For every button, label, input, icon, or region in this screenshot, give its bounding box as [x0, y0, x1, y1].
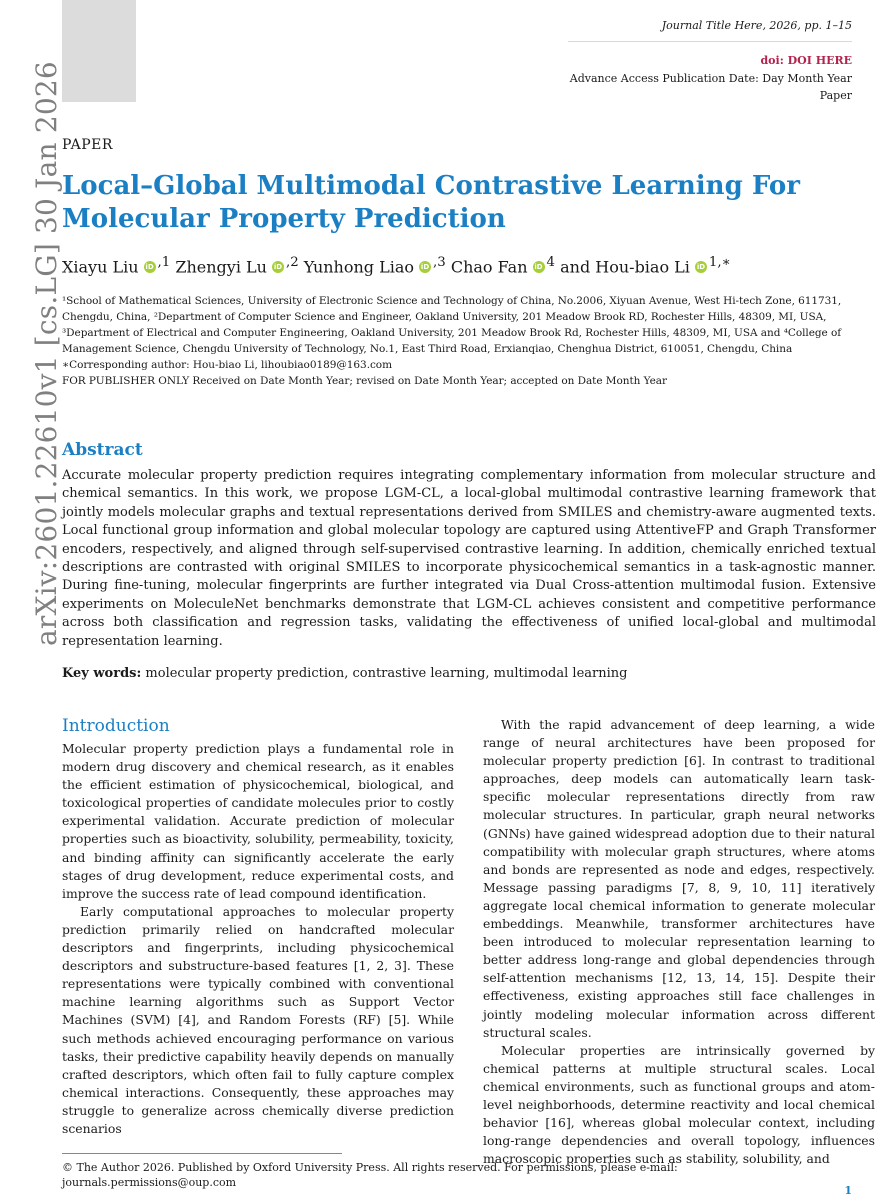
author-affil-sup: 1,∗	[708, 255, 731, 270]
corresponding-author: ∗Corresponding author: Hou-biao Li, lihoubiao0189@163.com	[62, 359, 392, 371]
year-pages: , 2026, pp. 1–15	[762, 19, 852, 32]
abstract-heading: Abstract	[62, 440, 143, 460]
author-name: Chao Fan	[450, 257, 528, 277]
author-affil-sup: ,3	[433, 255, 446, 270]
body-paragraph: Molecular property prediction plays a fundamental role in modern drug discovery and chemical research, as it enables the efficient estimation of physicochemical, biological, and toxicological properties of candidate molecules prior to costly experimental validation. Accurate prediction of molecular properties such as bioactivity, solubility, permeability, toxicity, and binding affinity can significantly accelerate the early stages of drug development, reduce experimental costs, and improve the success rate of lead compound identification.	[62, 741, 454, 901]
author-name: Yunhong Liao	[303, 257, 415, 277]
abstract-text: Accurate molecular property prediction requires integrating complementary information from molecular structure and chemical semantics. In this work, we propose LGM-CL, a local-global multimodal contrastive learning framework that jointly models molecular graphs and textual representations derived from SMILES and chemistry-aware augmented texts. Local functional group information and global molecular topology are captured using AttentiveFP and Graph Transformer encoders, respectively, and aligned through self-supervised contrastive learning. In addition, chemically enriched textual descriptions are contrasted with original SMILES to incorporate physicochemical semantics in a task-agnostic manner. During fine-tuning, molecular fingerprints are further integrated via Dual Cross-attention multimodal fusion. Extensive experiments on MoleculeNet benchmarks demonstrate that LGM-CL achieves consistent and competitive performance across both classification and regression tasks, validating the effectiveness of unified local-global and multimodal representation learning.	[62, 468, 876, 649]
paper-label: PAPER	[62, 137, 113, 153]
body-paragraph: Early computational approaches to molecular property prediction primarily relied on handcrafted molecular descriptors and fingerprints, including physicochemical descriptors and substructure-based features [1, 2, 3]. These representations were typically combined with conventional machine learning algorithms such as Support Vector Machines (SVM) [4], and Random Forests (RF) [5]. While such methods achieved encouraging performance on various tasks, their predictive capability heavily depends on manually crafted descriptors, which often fail to fully capture complex chemical interactions. Consequently, these approaches may struggle to generalize across chemically diverse prediction scenarios	[62, 903, 454, 1136]
doi-link[interactable]: DOI HERE	[787, 54, 852, 67]
column-left	[62, 716, 454, 1138]
author-affil-sup: ,2	[285, 255, 299, 270]
orcid-icon[interactable]: iD	[273, 263, 283, 272]
orcid-icon[interactable]: iD	[420, 263, 430, 272]
author-name: and Hou-biao Li	[560, 257, 690, 277]
introduction-heading: Introduction	[62, 716, 170, 736]
body-paragraph: With the rapid advancement of deep learning, a wide range of neural architectures have been proposed for molecular property prediction [6]. In contrast to traditional approaches, deep models can automatically learn task-specific molecular representations directly from raw molecular structures. In particular, graph neural networks (GNNs) have gained widespread adoption due to their natural compatibility with molecular graph structures, where atoms and bonds are represented as node and edges, respectively. Message passing paradigms [7, 8, 9, 10, 11] iteratively aggregate local chemical information to generate molecular embeddings. Meanwhile, transformer architectures have been introduced to molecular representation learning to better address long-range and global dependencies through self-attention mechanisms [12, 13, 14, 15]. Despite their effectiveness, existing approaches still face challenges in jointly modeling molecular information across different structural scales.	[483, 717, 875, 1040]
author-affil-sup: ,1	[157, 255, 171, 270]
affiliations: ¹School of Mathematical Sciences, University of Electronic Science and Technology of China, No.2006, Xiyuan Avenue, West Hi-tech Zone, 611731, Chengdu, China, ²Department of Computer Science and Engineer, Oakland University, 201 Meadow Brook RD, Rochester Hills, 48309, MI, USA, ³Department of Electrical and Computer Engineering, Oakland University, 201 Meadow Brook Rd, Rochester Hills, 48309, MI, USA and ⁴College of Management Science, Chengdu University of Technology, No.1, East Third Road, Erxianqiao, Chenghua District, 610051, Chengdu, China	[62, 295, 842, 355]
orcid-icon[interactable]: iD	[145, 263, 154, 272]
author-name: Xiayu Liu	[62, 257, 139, 277]
keywords-list: molecular property prediction, contrastive learning, multimodal learning	[141, 666, 628, 681]
orcid-icon[interactable]: iD	[534, 263, 543, 272]
keywords-line	[62, 666, 862, 681]
affiliations-block	[62, 293, 874, 389]
author-affil-sup: 4	[546, 255, 555, 270]
column-right	[483, 716, 875, 1168]
header-rule	[568, 41, 852, 42]
journal-logo-placeholder	[62, 0, 136, 102]
doi-line	[760, 53, 852, 69]
doi-label: doi:	[760, 54, 788, 67]
paper-type: Paper	[819, 89, 852, 102]
journal-citation	[662, 18, 852, 34]
orcid-icon[interactable]: iD	[696, 263, 706, 272]
page-number: 1	[844, 1184, 852, 1197]
keywords-label: Key words:	[62, 666, 142, 681]
body-paragraph: Molecular properties are intrinsically governed by chemical patterns at multiple structural scales. Local chemical environments, such as functional groups and atom-level neighborhoods, determine reactivity and local chemical behavior [16], whereas global molecular context, including long-range dependencies and overall topology, influences macroscopic properties such as stability, solubility, and	[483, 1042, 875, 1167]
publisher-note: FOR PUBLISHER ONLY Received on Date Month Year; revised on Date Month Year; accepted on Date Month Year	[62, 375, 667, 387]
footer-rule	[62, 1153, 342, 1154]
publication-date: Advance Access Publication Date: Day Month Year	[569, 72, 852, 85]
author-name: Zhengyi Lu	[175, 257, 267, 277]
paper-title: Local–Global Multimodal Contrastive Learning For Molecular Property Prediction	[62, 171, 800, 234]
arxiv-stamp: arXiv:2601.22610v1 [cs.LG] 30 Jan 2026	[30, 61, 63, 646]
author-list	[62, 255, 731, 276]
copyright-footer: © The Author 2026. Published by Oxford University Press. All rights reserved. For permissions, please e-mail: journals.permissions@oup.com	[62, 1161, 678, 1189]
journal-title: Journal Title Here	[661, 19, 763, 32]
